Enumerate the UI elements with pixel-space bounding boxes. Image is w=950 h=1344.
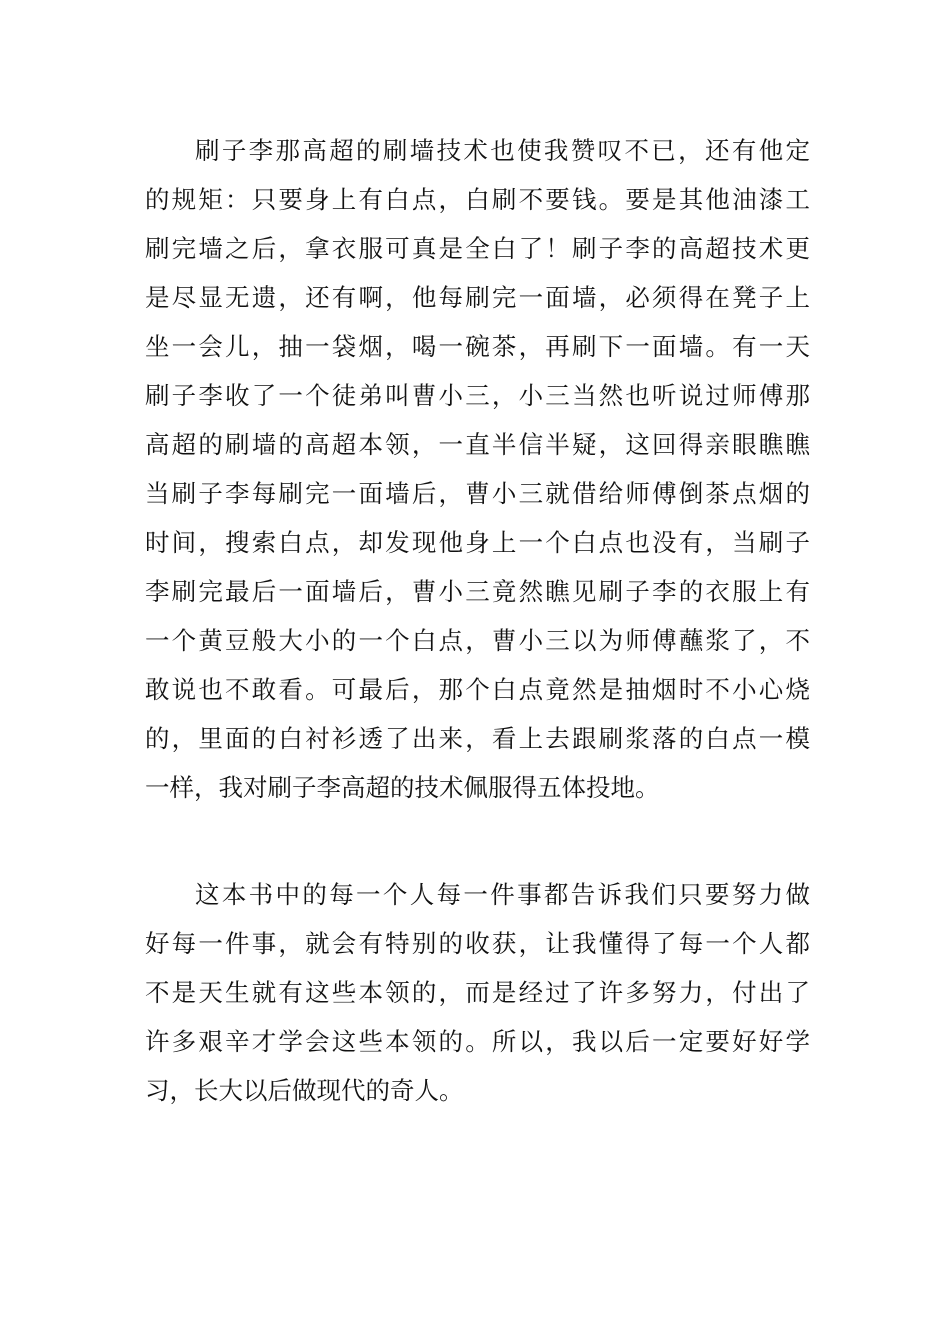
- paragraph-line: 当刷子李每刷完一面墙后，曹小三就借给师傅倒茶点烟的: [145, 479, 810, 508]
- paragraph-line: 坐一会儿，抽一袋烟，喝一碗茶，再刷下一面墙。有一天: [145, 332, 810, 361]
- paragraph-line: 李刷完最后一面墙后，曹小三竟然瞧见刷子李的衣服上有: [145, 577, 810, 606]
- paragraph-line: 这本书中的每一个人每一件事都告诉我们只要努力做: [195, 880, 810, 909]
- paragraph-line: 习，长大以后做现代的奇人。: [145, 1076, 464, 1105]
- paragraph-line: 不是天生就有这些本领的，而是经过了许多努力，付出了: [145, 978, 810, 1007]
- paragraph-line: 时间，搜索白点，却发现他身上一个白点也没有，当刷子: [145, 528, 810, 557]
- paragraph-line: 好每一件事，就会有特别的收获，让我懂得了每一个人都: [145, 929, 810, 958]
- paragraph-line: 刷完墙之后，拿衣服可真是全白了！刷子李的高超技术更: [145, 234, 810, 263]
- paragraph-line: 一样，我对刷子李高超的技术佩服得五体投地。: [145, 773, 660, 802]
- paragraph-line: 是尽显无遗，还有啊，他每刷完一面墙，必须得在凳子上: [145, 283, 810, 312]
- paragraph-line: 许多艰辛才学会这些本领的。所以，我以后一定要好好学: [145, 1027, 810, 1056]
- paragraph-line: 的规矩：只要身上有白点，白刷不要钱。要是其他油漆工: [145, 185, 810, 214]
- paragraph-line: 一个黄豆般大小的一个白点，曹小三以为师傅蘸浆了，不: [145, 626, 810, 655]
- paragraph-2: [145, 870, 810, 1115]
- paragraph-1: [145, 126, 810, 812]
- paragraph-line: 的，里面的白衬衫透了出来，看上去跟刷浆落的白点一模: [145, 724, 810, 753]
- paragraph-line: 刷子李收了一个徒弟叫曹小三，小三当然也听说过师傅那: [145, 381, 810, 410]
- paragraph-line: 刷子李那高超的刷墙技术也使我赞叹不已，还有他定: [195, 136, 810, 165]
- paragraph-line: 敢说也不敢看。可最后，那个白点竟然是抽烟时不小心烧: [145, 675, 810, 704]
- paragraph-line: 高超的刷墙的高超本领，一直半信半疑，这回得亲眼瞧瞧: [145, 430, 810, 459]
